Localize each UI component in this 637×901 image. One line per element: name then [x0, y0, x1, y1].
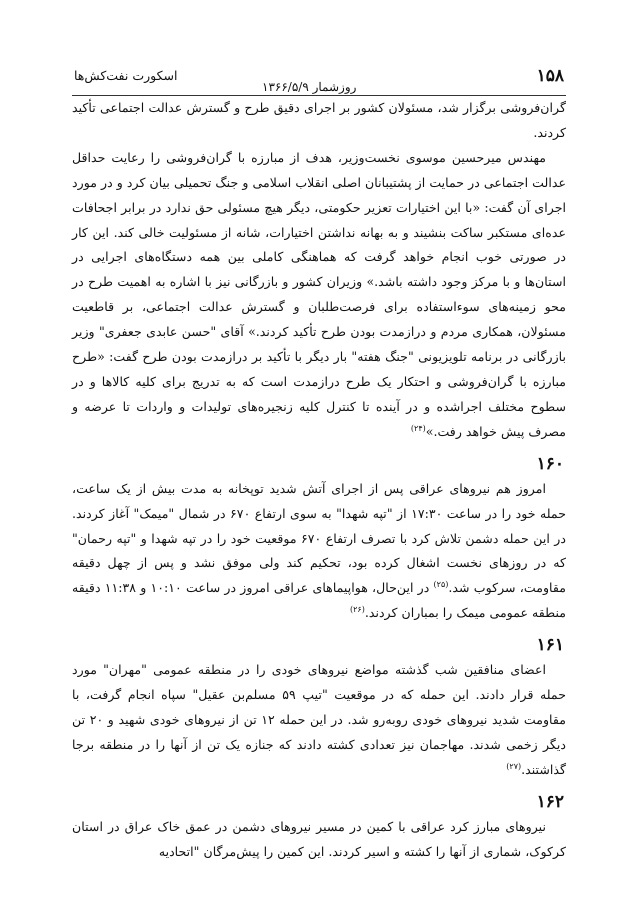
book-page — [72, 62, 566, 864]
book-title: اسکورت نفت‌کش‌ها — [74, 68, 178, 83]
entry-number: ۱۶۱ — [536, 635, 564, 656]
entry-paragraph: امروز هم نیروهای عراقی پس از اجرای آتش شدید توپخانه به مدت بیش از یک ساعت، حمله خود را در ساعت ۱۷:۳۰ از "تپه شهدا" به سوی ارتفاع ۶۷۰ در شمال "میمک" آغاز کردند. در این حمله دشمن تلاش کرد با تصرف ارتفاع ۶۷۰ موقعیت خود را در تپه شهدا و "تپه رحمان" که در روزهای نخست اشغال کرده بود، تحکیم کند ولی موفق نشد و پس از چهل دقیقه مقاومت، سرکوب شد.$^{(۲۵)}$ در این‌حال، هواپیماهای عراقی امروز در ساعت ۱۰:۱۰ و ۱۱:۳۸ دقیقه منطقه عمومی میمک را بمباران کردند.$^{(۲۶)}$ — [72, 480, 566, 621]
header-rule — [72, 95, 566, 96]
intro-paragraph-2: مهندس میرحسین موسوی نخست‌وزیر، هدف از مبارزه با گران‌فروشی را رعایت حداقل عدالت اجتماعی در حمایت از پشتیبانان اصلی انقلاب اسلامی و جنگ تحمیلی بیان کرد و در مورد اجرای آن گفت: «با این اختیارات تعزیر حکومتی، دیگر هیچ مسئولی حق ندارد در برابر اجحافات عده‌ای مستکبر ساکت بنشیند و به بهانه نداشتن اختیارات، شانه از مسئولیت خالی کند. این کار در صورتی خوب انجام خواهد گرفت که هماهنگی کاملی بین همه دستگاه‌های اجرایی در استان‌ها و با مرکز وجود داشته باشد.» وزیران کشور و بازرگانی نیز با اشاره به اهمیت طرح در محو زمینه‌های سوءاستفاده برای فرصت‌طلبان و گسترش عدالت اجتماعی، بر قاطعیت مسئولان، همکاری مردم و درازمدت بودن طرح تأکید کردند.» آقای "حسن عابدی جعفری" وزیر بازرگانی در برنامه تلویزیونی "جنگ هفته" بار دیگر با تأکید بر درازمدت بودن طرح گفت: «طرح مبارزه با گران‌فروشی و احتکار یک طرح درازمدت است که به تدریج برای کلیه کالاها و در سطوح مختلف اجراشده و در آینده تا کنترل کلیه زنجیره‌های تولیدات و واردات تا عرضه و مصرف پیش خواهد رفت.»$^{(۲۴)}$ — [72, 149, 566, 439]
footnote-ref: (۲۶) — [349, 605, 365, 615]
entry-paragraph: نیروهای مبارز کرد عراقی با کمین در مسیر نیروهای دشمن در عمق خاک عراق در استان کرکوک، شماری از آنها را کشته و اسیر کردند. این کمین را پیش‌مرگان "اتحادیه — [72, 818, 566, 859]
entry-number: ۱۶۰ — [536, 453, 564, 474]
footnote-ref: (۲۵) — [433, 580, 449, 590]
date-line: روزشمار ۱۳۶۶/۵/۹ — [262, 80, 357, 94]
entry-paragraph: اعضای منافقین شب گذشته مواضع نیروهای خودی را در منطقه عمومی "مهران" مورد حمله قرار دادند. این حمله که در موقعیت "تیپ ۵۹ مسلم‌بن عقیل" سپاه انجام گرفت، با مقاومت شدید نیروهای خودی روبه‌رو شد. در این حمله ۱۲ تن از نیروهای خودی شهید و ۲۰ تن دیگر زخمی شدند. مهاجمان نیز تعدادی کشته دادند که جنازه یک تن از آنها را در منطقه برجا گذاشتند.$^{(۲۷)}$ — [72, 662, 566, 777]
page-header — [72, 62, 566, 96]
footnote-ref: (۲۷) — [506, 761, 522, 771]
footnote-ref: (۲۴) — [410, 423, 426, 433]
intro-paragraph-1: گران‌فروشی برگزار شد، مسئولان کشور بر اجرای دقیق طرح و گسترش عدالت اجتماعی تأکید کردند. — [72, 100, 566, 140]
entry-number: ۱۶۲ — [536, 791, 564, 812]
page-number: ۱۵۸ — [536, 66, 564, 86]
